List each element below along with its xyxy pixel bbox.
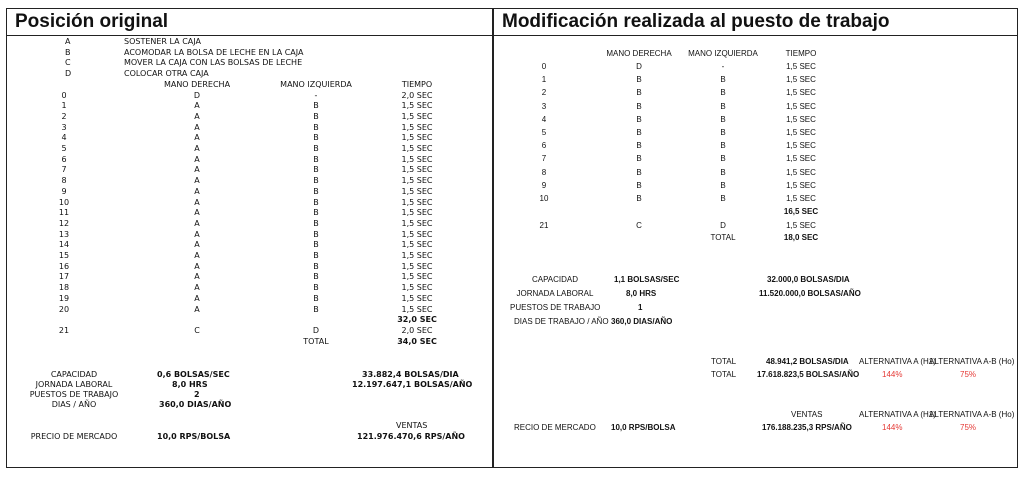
- alt-ab-pct: 75%: [960, 370, 977, 379]
- time-cell: 1,5 SEC: [401, 304, 433, 314]
- days-value: 360,0 DIAS/AÑO: [159, 400, 232, 409]
- time-cell: 1,5 SEC: [786, 180, 816, 190]
- alt-a-header: ALTERNATIVA A (H1): [859, 357, 936, 366]
- stations-value: 1: [638, 303, 643, 312]
- right-hand-cell: A: [194, 122, 200, 132]
- right-hand-header: MANO DERECHA: [606, 49, 672, 58]
- subtotal: 16,5 SEC: [783, 207, 819, 217]
- row-number: 2: [61, 111, 67, 121]
- row-number: 9: [61, 186, 67, 196]
- left-hand-cell: B: [720, 167, 726, 177]
- row-number: 5: [61, 144, 67, 153]
- right-hand-cell: C: [194, 325, 200, 335]
- time-cell: 1,5 SEC: [786, 128, 816, 137]
- row-number: 12: [58, 218, 70, 228]
- left-hand-cell: B: [313, 176, 319, 186]
- row-number: 19: [58, 293, 70, 303]
- alt-a-pct-2: 144%: [882, 423, 903, 432]
- price-label: PRECIO DE MERCADO: [30, 432, 118, 441]
- capacity-value: 0,6 BOLSAS/SEC: [157, 370, 230, 379]
- left-hand-cell: B: [313, 165, 319, 175]
- time-cell: 1,5 SEC: [401, 283, 433, 293]
- left-hand-cell: B: [720, 114, 726, 124]
- time-header: TIEMPO: [401, 79, 433, 89]
- legend-code: C: [65, 58, 71, 68]
- right-hand-cell: A: [194, 165, 200, 175]
- capacity-label: CAPACIDAD: [50, 370, 98, 379]
- row-number: 1: [61, 101, 67, 111]
- sales-label: VENTAS: [396, 421, 428, 430]
- left-hand-cell: B: [720, 88, 726, 98]
- right-hand-cell: B: [636, 128, 642, 137]
- left-hand-cell: B: [720, 154, 726, 164]
- left-hand-cell: B: [720, 194, 726, 203]
- time-cell: 1,5 SEC: [786, 194, 816, 203]
- left-hand-cell: B: [313, 197, 319, 207]
- row-number: 18: [58, 283, 70, 293]
- stations-label: PUESTOS DE TRABAJO: [29, 390, 119, 399]
- left-hand-cell: B: [313, 218, 319, 228]
- time-cell: 1,5 SEC: [786, 62, 816, 71]
- original-position-panel: [6, 8, 493, 468]
- row-number: 17: [58, 272, 70, 282]
- left-hand-cell: B: [313, 240, 319, 250]
- left-hand-cell: -: [314, 90, 318, 100]
- time-cell: 1,5 SEC: [401, 240, 433, 250]
- time-cell: 1,5 SEC: [401, 133, 433, 143]
- left-hand-cell: B: [313, 101, 319, 111]
- days-value: 360,0 DIAS/AÑO: [611, 317, 673, 326]
- row-number: 6: [61, 154, 67, 164]
- left-hand-header: MANO IZQUIERDA: [688, 49, 758, 58]
- time-cell: 1,5 SEC: [401, 165, 433, 175]
- time-cell: 1,5 SEC: [401, 293, 433, 303]
- left-hand-cell: B: [313, 293, 319, 303]
- time-cell: 1,5 SEC: [786, 167, 816, 177]
- left-hand-cell: B: [313, 133, 319, 143]
- row-number: 21: [58, 325, 70, 335]
- row-number: 15: [58, 251, 70, 260]
- capacity-year: 12.197.647,1 BOLSAS/AÑO: [352, 380, 473, 389]
- right-hand-cell: B: [636, 194, 642, 203]
- right-hand-cell: A: [194, 154, 200, 164]
- right-hand-cell: B: [636, 88, 642, 98]
- left-hand-cell: B: [313, 154, 319, 164]
- capacity-value: 1,1 BOLSAS/SEC: [614, 275, 680, 284]
- left-hand-cell: B: [720, 128, 726, 137]
- workday-value: 8,0 HRS: [626, 289, 657, 298]
- left-hand-cell: B: [313, 229, 319, 239]
- row-number: 20: [58, 304, 70, 314]
- right-hand-cell: B: [636, 141, 642, 151]
- row-number: 16: [58, 261, 70, 271]
- time-cell: 1,5 SEC: [401, 176, 433, 186]
- total-label: TOTAL: [711, 370, 737, 379]
- left-hand-cell: -: [721, 62, 725, 71]
- right-hand-cell: A: [194, 293, 200, 303]
- row-number: 1: [541, 75, 547, 85]
- right-hand-cell: A: [194, 111, 200, 121]
- right-hand-cell: A: [194, 208, 200, 218]
- total-label: TOTAL: [711, 357, 737, 366]
- price-value: 10,0 RPS/BOLSA: [157, 432, 231, 441]
- time-cell: 1,5 SEC: [401, 111, 433, 121]
- row-number: 10: [539, 194, 549, 203]
- time-cell: 1,5 SEC: [786, 141, 816, 151]
- stations-label: PUESTOS DE TRABAJO: [510, 303, 601, 312]
- workday-label: JORNADA LABORAL: [35, 380, 113, 389]
- right-hand-cell: C: [636, 221, 642, 231]
- left-hand-cell: B: [313, 122, 319, 132]
- time-cell: 1,5 SEC: [786, 101, 816, 111]
- right-hand-cell: A: [194, 176, 200, 186]
- right-hand-cell: B: [636, 167, 642, 177]
- time-cell: 2,0 SEC: [401, 90, 433, 100]
- time-cell: 1,5 SEC: [401, 197, 433, 207]
- left-hand-cell: B: [720, 141, 726, 151]
- left-hand-cell: B: [313, 283, 319, 293]
- left-hand-cell: B: [313, 304, 319, 314]
- sales-label: VENTAS: [791, 410, 823, 419]
- left-hand-cell: B: [313, 251, 319, 260]
- total-year: 17.618.823,5 BOLSAS/AÑO: [757, 370, 860, 379]
- right-hand-cell: A: [194, 283, 200, 293]
- legend-code: D: [65, 69, 72, 79]
- modified-workstation-panel: [493, 8, 1018, 468]
- row-number: 2: [541, 88, 547, 98]
- time-cell: 1,5 SEC: [786, 75, 816, 85]
- total-value: 34,0 SEC: [397, 336, 437, 346]
- left-hand-cell: B: [720, 180, 726, 190]
- days-label: DIAS DE TRABAJO / AÑO: [514, 317, 609, 326]
- left-hand-cell: B: [313, 186, 319, 196]
- right-hand-cell: B: [636, 154, 642, 164]
- total-day: 48.941,2 BOLSAS/DIA: [766, 357, 849, 366]
- time-cell: 1,5 SEC: [401, 122, 433, 132]
- time-cell: 2,0 SEC: [401, 325, 433, 335]
- alt-ab-header-2: ALTERNATIVA A-B (Ho): [929, 410, 1015, 419]
- panel-title: Modificación realizada al puesto de trabajo: [494, 9, 1017, 36]
- legend-code: A: [65, 37, 71, 46]
- price-label: RECIO DE MERCADO: [514, 423, 596, 432]
- right-hand-cell: A: [194, 197, 200, 207]
- time-cell: 1,5 SEC: [401, 101, 433, 111]
- row-number: 3: [61, 122, 67, 132]
- right-hand-cell: B: [636, 114, 642, 124]
- legend-desc: ACOMODAR LA BOLSA DE LECHE EN LA CAJA: [124, 47, 304, 57]
- panel-title: Posición original: [7, 9, 492, 36]
- right-hand-cell: D: [636, 62, 642, 71]
- stations-value: 2: [194, 390, 200, 399]
- right-hand-cell: A: [194, 218, 200, 228]
- capacity-year: 11.520.000,0 BOLSAS/AÑO: [759, 289, 861, 298]
- time-cell: 1,5 SEC: [401, 229, 433, 239]
- right-hand-cell: A: [194, 240, 200, 250]
- time-cell: 1,5 SEC: [401, 261, 433, 271]
- row-number: 9: [541, 180, 547, 190]
- time-cell: 1,5 SEC: [786, 88, 816, 98]
- left-hand-cell: D: [720, 221, 726, 231]
- workday-label: JORNADA LABORAL: [516, 289, 594, 298]
- price-value: 10,0 RPS/BOLSA: [611, 423, 676, 432]
- workday-value: 8,0 HRS: [172, 380, 208, 389]
- left-hand-cell: B: [720, 101, 726, 111]
- subtotal: 32,0 SEC: [397, 315, 437, 325]
- row-number: 14: [58, 240, 70, 250]
- time-cell: 1,5 SEC: [401, 272, 433, 282]
- row-number: 21: [539, 221, 549, 231]
- capacity-label: CAPACIDAD: [531, 275, 579, 284]
- time-cell: 1,5 SEC: [401, 251, 433, 260]
- right-hand-cell: A: [194, 133, 200, 143]
- row-number: 10: [58, 197, 70, 207]
- time-cell: 1,5 SEC: [401, 144, 433, 153]
- alt-ab-pct-2: 75%: [960, 423, 977, 432]
- row-number: 4: [61, 133, 67, 143]
- row-number: 11: [58, 208, 70, 218]
- right-hand-cell: D: [193, 90, 201, 100]
- time-cell: 1,5 SEC: [786, 154, 816, 164]
- legend-desc: SOSTENER LA CAJA: [124, 37, 201, 46]
- legend-code: B: [65, 47, 71, 57]
- time-cell: 1,5 SEC: [401, 208, 433, 218]
- total-label: TOTAL: [710, 233, 736, 243]
- left-hand-cell: B: [313, 111, 319, 121]
- row-number: 8: [61, 176, 67, 186]
- left-hand-cell: B: [313, 261, 319, 271]
- row-number: 4: [541, 114, 547, 124]
- right-hand-cell: B: [636, 101, 642, 111]
- right-hand-cell: A: [194, 101, 200, 111]
- right-hand-cell: A: [194, 272, 200, 282]
- row-number: 0: [541, 62, 547, 71]
- left-hand-cell: D: [312, 325, 320, 335]
- left-hand-cell: B: [313, 208, 319, 218]
- capacity-day: 32.000,0 BOLSAS/DIA: [767, 275, 850, 284]
- days-label: DIAS / AÑO: [51, 400, 97, 409]
- time-header: TIEMPO: [785, 49, 817, 58]
- legend-desc: MOVER LA CAJA CON LAS BOLSAS DE LECHE: [124, 58, 303, 68]
- row-number: 7: [541, 154, 547, 164]
- row-number: 0: [61, 90, 67, 100]
- right-hand-cell: A: [194, 186, 200, 196]
- time-cell: 1,5 SEC: [786, 114, 816, 124]
- time-cell: 1,5 SEC: [786, 221, 816, 231]
- alt-ab-header: ALTERNATIVA A-B (Ho): [929, 357, 1015, 366]
- alt-a-pct: 144%: [882, 370, 903, 379]
- time-cell: 1,5 SEC: [401, 186, 433, 196]
- row-number: 13: [58, 229, 70, 239]
- total-value: 18,0 SEC: [783, 233, 819, 243]
- left-hand-cell: B: [313, 272, 319, 282]
- sales-value: 176.188.235,3 RPS/AÑO: [762, 423, 852, 432]
- row-number: 3: [541, 101, 547, 111]
- row-number: 6: [541, 141, 547, 151]
- capacity-day: 33.882,4 BOLSAS/DIA: [362, 370, 459, 379]
- total-label: TOTAL: [303, 336, 329, 346]
- sales-value: 121.976.470,6 RPS/AÑO: [357, 432, 465, 441]
- right-hand-header: MANO DERECHA: [163, 79, 231, 89]
- right-hand-cell: A: [194, 144, 200, 153]
- time-cell: 1,5 SEC: [401, 218, 433, 228]
- left-hand-cell: B: [313, 144, 319, 153]
- row-number: 5: [541, 128, 547, 137]
- left-hand-cell: B: [720, 75, 726, 85]
- right-hand-cell: B: [636, 180, 642, 190]
- legend-desc: COLOCAR OTRA CAJA: [124, 69, 209, 79]
- right-hand-cell: A: [194, 229, 200, 239]
- row-number: 7: [61, 165, 67, 175]
- row-number: 8: [541, 167, 547, 177]
- right-hand-cell: A: [194, 261, 200, 271]
- time-cell: 1,5 SEC: [401, 154, 433, 164]
- right-hand-cell: B: [636, 75, 642, 85]
- alt-a-header-2: ALTERNATIVA A (H1): [859, 410, 936, 419]
- right-hand-cell: A: [194, 304, 200, 314]
- right-hand-cell: A: [194, 251, 200, 260]
- left-hand-header: MANO IZQUIERDA: [280, 79, 352, 89]
